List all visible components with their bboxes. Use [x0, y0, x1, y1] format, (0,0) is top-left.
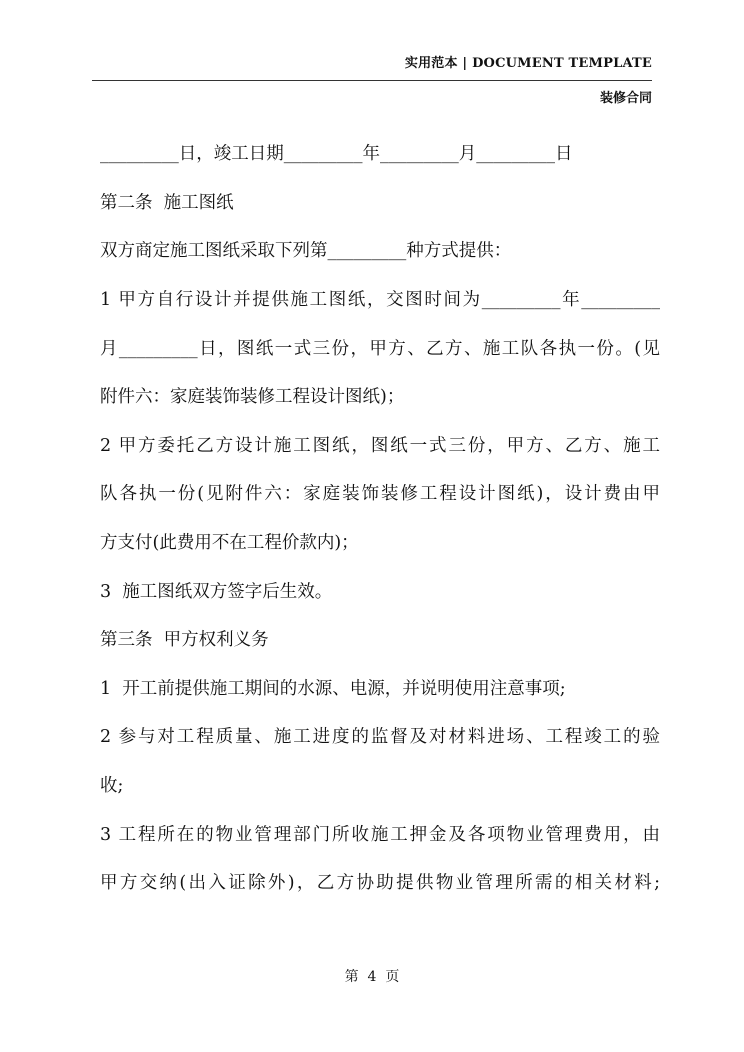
text-line: 1 开工前提供施工期间的水源、电源，并说明使用注意事项;: [100, 679, 566, 699]
text-line: 附件六：家庭装饰装修工程设计图纸)；: [100, 387, 405, 407]
text-line: _________日，竣工日期_________年_________月_________日: [100, 144, 573, 164]
text-line: 月_________日，图纸一式三份，甲方、乙方、施工队各执一份。(见: [100, 339, 660, 359]
text-line: 队各执一份(见附件六：家庭装饰装修工程设计图纸)，设计费由甲: [100, 484, 660, 504]
text-line: 1 甲方自行设计并提供施工图纸，交图时间为_________年_________: [100, 290, 660, 310]
text-line: 3 施工图纸双方签字后生效。: [100, 582, 333, 602]
text-line: 收;: [100, 776, 124, 796]
text-line: 2 参与对工程质量、施工进度的监督及对材料进场、工程竣工的验: [100, 727, 660, 747]
text-line: 方支付(此费用不在工程价款内)；: [100, 533, 359, 553]
page-number: 第 4 页: [344, 969, 400, 985]
text-line: 甲方交纳(出入证除外)，乙方协助提供物业管理所需的相关材料;: [100, 873, 660, 893]
text-line: 双方商定施工图纸采取下列第_________种方式提供：: [100, 241, 512, 261]
section-heading: 第三条 甲方权利义务: [100, 630, 269, 650]
text-line: 2 甲方委托乙方设计施工图纸，图纸一式三份，甲方、乙方、施工: [100, 436, 660, 456]
header-divider: [92, 80, 652, 81]
header-document-title: 装修合同: [599, 91, 652, 106]
section-heading: 第二条 施工图纸: [100, 193, 234, 213]
text-line: 3 工程所在的物业管理部门所收施工押金及各项物业管理费用，由: [100, 825, 660, 845]
header-template-label: 实用范本 | DOCUMENT TEMPLATE: [404, 56, 652, 71]
